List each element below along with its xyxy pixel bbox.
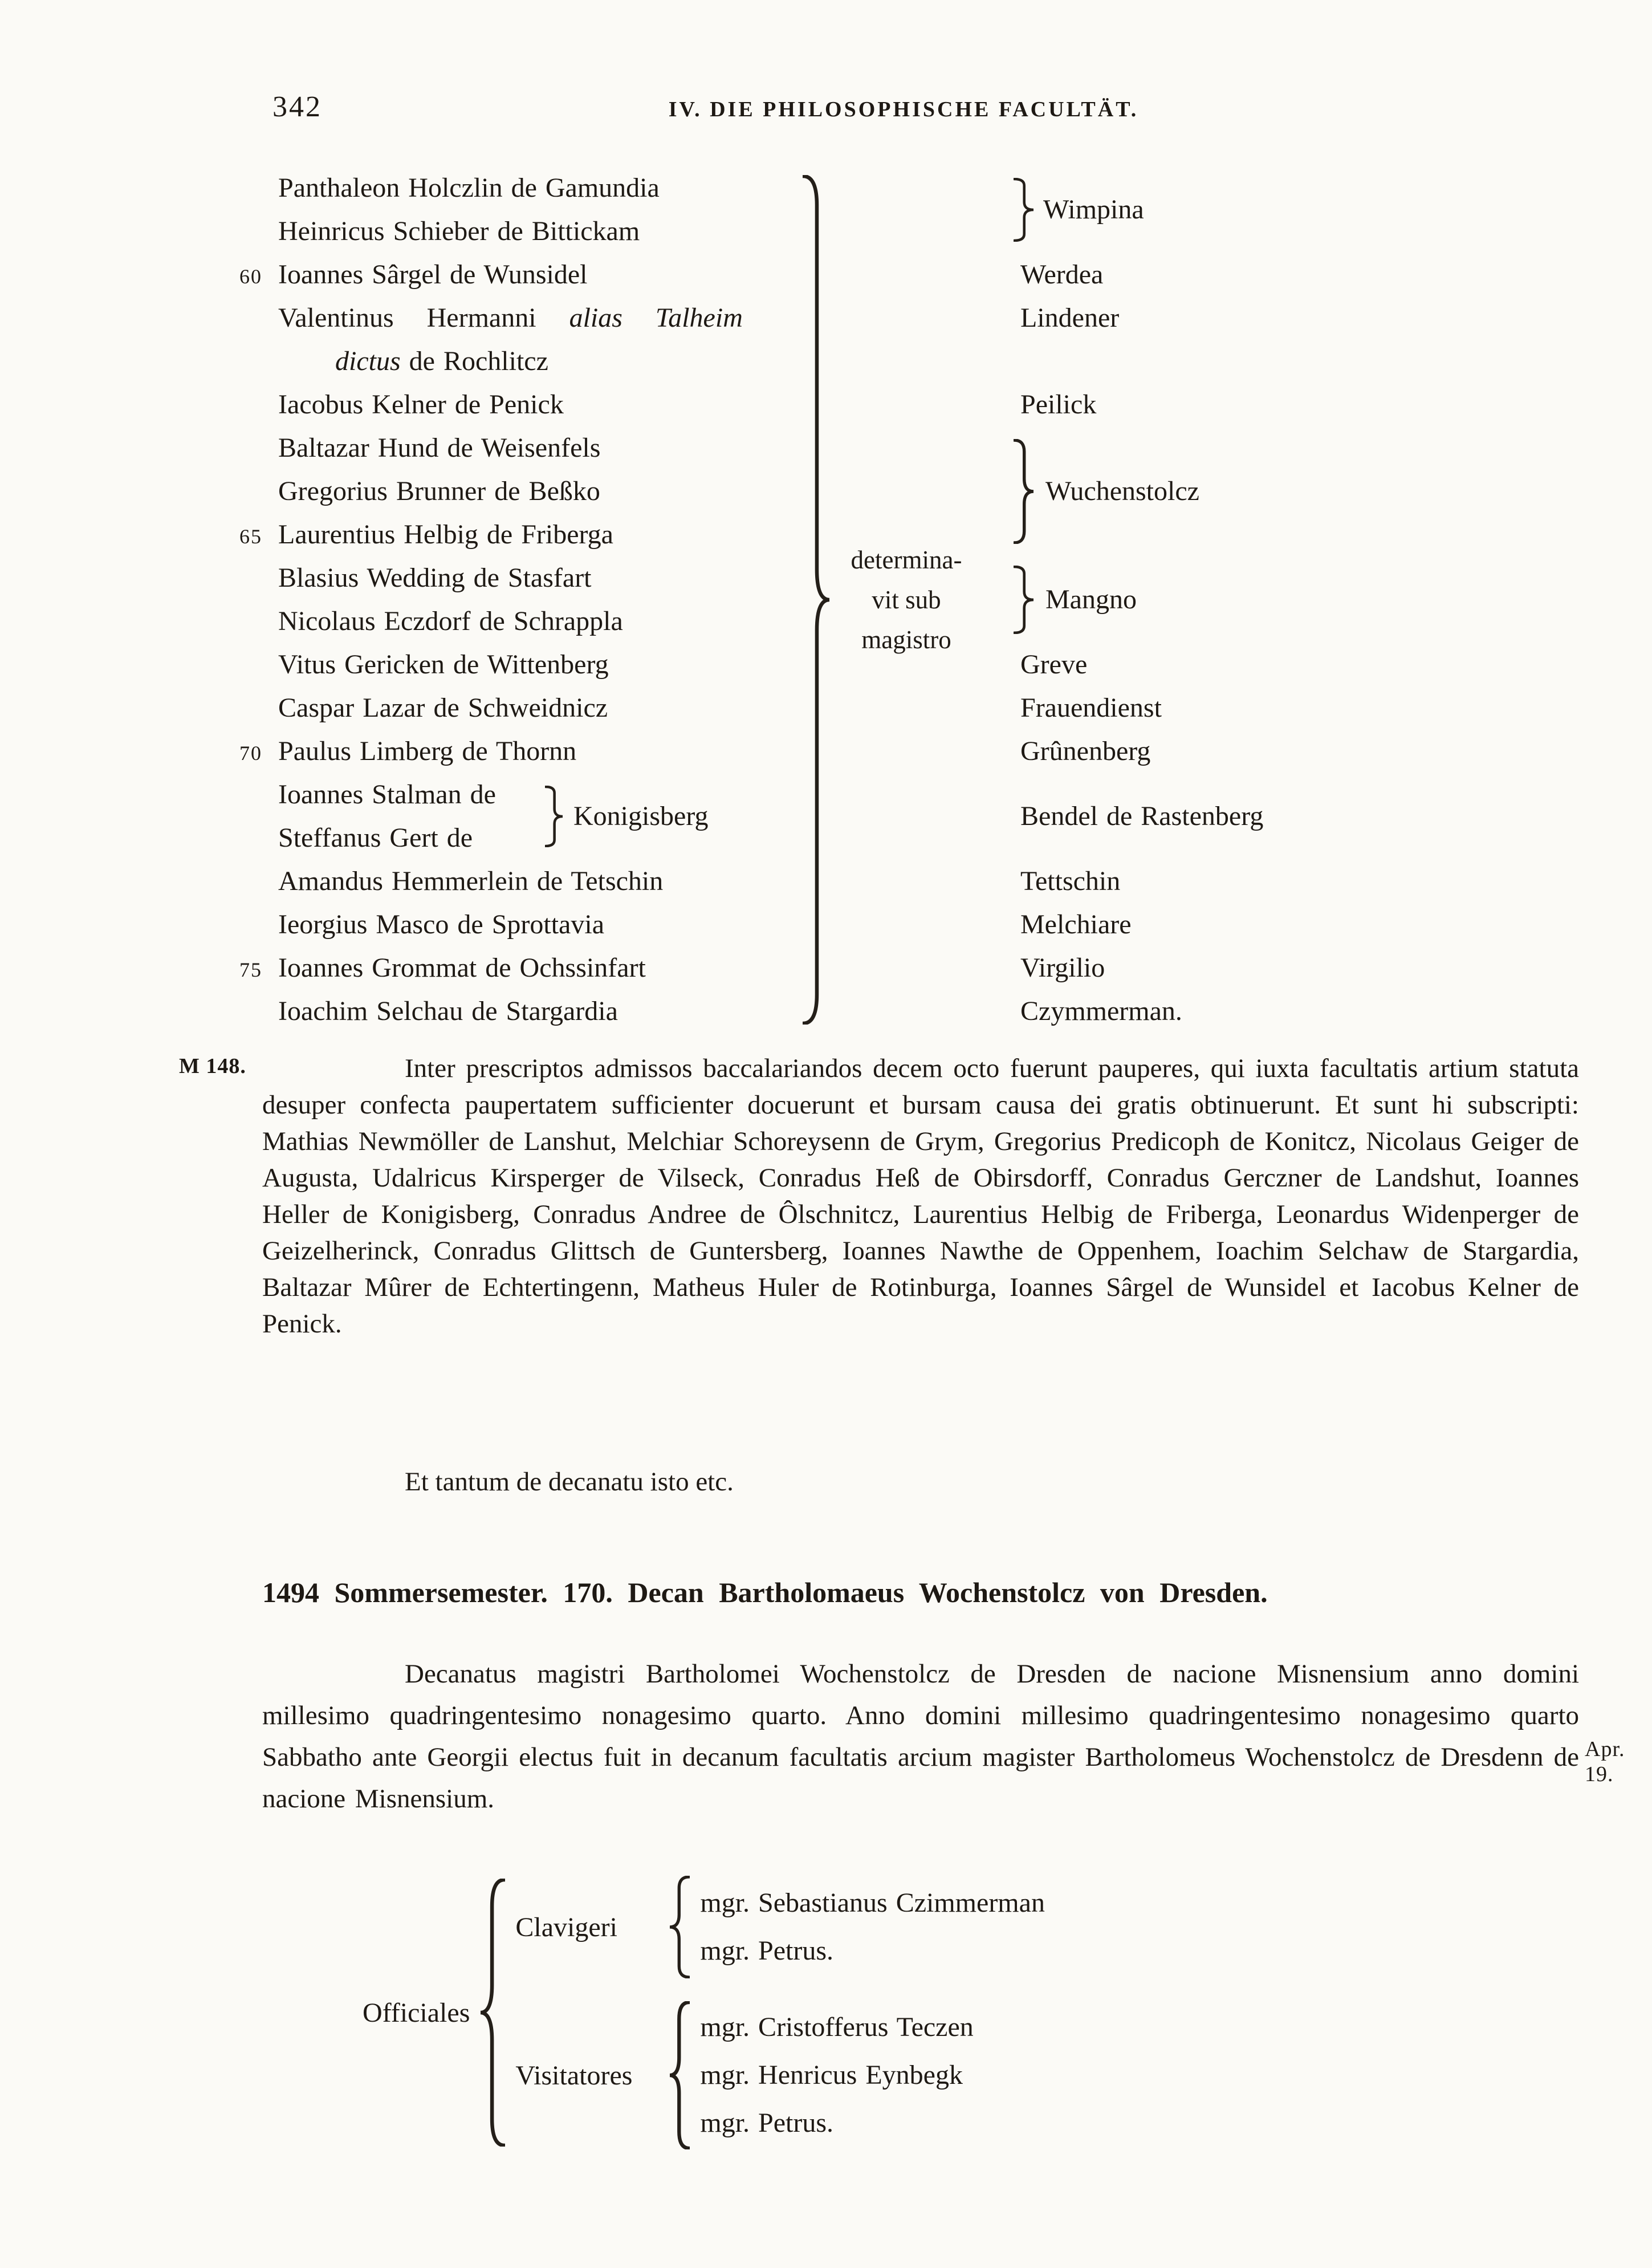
- examiner-tettschin: Tettschin: [1020, 866, 1121, 896]
- clavigeri-label: Clavigeri: [515, 1912, 617, 1942]
- register-row: [228, 816, 473, 860]
- register-row: [228, 513, 613, 556]
- official-member: mgr. Petrus.: [700, 1936, 834, 1966]
- register-row: [228, 643, 609, 686]
- candidate-name: Gregorius Brunner de Beßko: [278, 476, 600, 506]
- clavigeri-group: [515, 1876, 1045, 1978]
- visitatores-label: Visitatores: [515, 2060, 633, 2091]
- register-row: [228, 730, 576, 773]
- determination-label: determina- vit sub magistro: [851, 546, 962, 654]
- candidate-name: Ioannes Stalman de: [278, 779, 496, 810]
- examiner-wimpina: Wimpina: [1043, 194, 1144, 225]
- wuchenstolcz-brace: [1014, 439, 1034, 544]
- examiner-peilick: Peilick: [1020, 389, 1097, 420]
- register-row: [228, 860, 663, 903]
- officiales-block: [363, 1876, 1045, 2149]
- register-row: [228, 686, 608, 730]
- official-member: mgr. Sebastianus Czimmerman: [700, 1888, 1045, 1918]
- candidate-name: Steffanus Gert de: [278, 823, 473, 853]
- section-heading: 1494 Sommersemester. 170. Decan Bartholomaeus Wochenstolcz von Dresden.: [262, 1576, 1268, 1608]
- candidate-name: Panthaleon Holczlin de Gamundia: [278, 173, 660, 203]
- examiner-mangno: Mangno: [1045, 584, 1137, 615]
- register-row: [228, 383, 564, 426]
- register-row: [228, 556, 592, 600]
- closing-line: Et tantum de decanatu isto etc.: [405, 1467, 734, 1497]
- candidate-name: Vitus Gericken de Wittenberg: [278, 649, 609, 680]
- candidate-name: Ioannes Sârgel de Wunsidel: [278, 259, 588, 290]
- visitatores-brace: [669, 2001, 690, 2149]
- officiales-brace: [480, 1879, 505, 2147]
- examiner-wuchenstolcz: Wuchenstolcz: [1045, 476, 1199, 506]
- konigisberg-label: Konigisberg: [573, 801, 709, 831]
- register-row: [228, 773, 496, 816]
- determination-register: [228, 166, 1630, 1033]
- running-header: IV. DIE PHILOSOPHISCHE FACULTÄT.: [668, 97, 1139, 121]
- row-number: 75: [239, 958, 262, 981]
- pauperes-paragraph: Inter prescriptos admissos baccalariandos decem octo fuerunt pauperes, qui iuxta facultatis artium statuta desuper confecta paupertatem sufficienter docuerunt et bursam causa dei gratis obtinuerunt. Et sunt hi subscripti: Mathias Newmöller de Lanshut, Melchiar Schoreysenn de Grym, Gregorius Predicoph de Konitcz, Nicolaus Geiger de Augusta, Udalricus Kirsperger de Vilseck, Conradus Heß de Obirsdorff, Conradus Gerczner de Landshut, Ioannes Heller de Konigisberg, Conradus Andree de Ôlschnitcz, Laurentius Helbig de Friberga, Leonardus Widenperger de Geizelherinck, Conradus Glittsch de Guntersberg, Ioannes Nawthe de Oppenhem, Ioachim Selchaw de Stargardia, Baltazar Mûrer de Echtertingenn, Matheus Huler de Rotinburga, Ioannes Sârgel de Wunsidel et Iacobus Kelner de Penick.: [262, 1054, 1579, 1339]
- candidate-name: Laurentius Helbig de Friberga: [278, 519, 613, 550]
- candidate-name: Paulus Limberg de Thornn: [278, 736, 577, 766]
- margin-note-apr19: Apr. 19.: [1585, 1737, 1625, 1786]
- konigisberg-brace: [545, 786, 563, 847]
- wimpina-brace: [1014, 178, 1034, 242]
- page-number: 342: [272, 91, 322, 123]
- register-row: [228, 470, 600, 513]
- examiner-grunenberg: Grûnenberg: [1020, 736, 1151, 766]
- candidate-name: Iacobus Kelner de Penick: [278, 389, 564, 420]
- officiales-label: Officiales: [363, 1997, 470, 2028]
- candidate-name: Baltazar Hund de Weisenfels: [278, 433, 601, 463]
- candidate-name: Ioachim Selchau de Stargardia: [278, 996, 618, 1026]
- register-row: [228, 946, 646, 990]
- row-number: 65: [239, 525, 262, 548]
- candidate-name: Valentinus Hermanni alias Talheim: [278, 303, 743, 333]
- candidate-name: Ioannes Grommat de Ochssinfart: [278, 953, 646, 983]
- examiner-frauendienst: Frauendienst: [1020, 693, 1162, 723]
- official-member: mgr. Petrus.: [700, 2108, 834, 2138]
- examiner-greve: Greve: [1020, 649, 1088, 680]
- candidate-name: Heinricus Schieber de Bittickam: [278, 216, 640, 246]
- candidate-name: Amandus Hemmerlein de Tetschin: [278, 866, 664, 896]
- register-row: [228, 296, 743, 340]
- examiner-lindener: Lindener: [1020, 303, 1120, 333]
- margin-note-m148: M 148.: [179, 1054, 246, 1078]
- register-row: [228, 340, 548, 383]
- register-row: [228, 166, 660, 210]
- candidate-name: Blasius Wedding de Stasfart: [278, 563, 592, 593]
- mangno-brace: [1014, 566, 1034, 634]
- row-number: 60: [239, 265, 262, 288]
- candidate-name: Nicolaus Eczdorf de Schrappla: [278, 606, 623, 636]
- determination-brace: [803, 175, 830, 1025]
- row-number: 70: [239, 742, 262, 765]
- register-row: [228, 600, 623, 643]
- official-member: mgr. Henricus Eynbegk: [700, 2060, 963, 2090]
- register-row: [228, 210, 640, 253]
- decanatus-paragraph: Decanatus magistri Bartholomei Wochenstolcz de Dresden de nacione Misnensium anno domini millesimo quadringentesimo nonagesimo quarto. Anno domini millesimo quadringentesimo nonagesimo quarto Sabbatho ante Georgii electus fuit in decanum facultatis arcium magister Bartholomeus Wochenstolcz de Dresdenn de nacione Misnensium.: [262, 1659, 1579, 1814]
- visitatores-group: [515, 2001, 1045, 2149]
- examiner-werdea: Werdea: [1020, 259, 1104, 290]
- examiner-melchiare: Melchiare: [1020, 909, 1132, 940]
- candidate-name: Ieorgius Masco de Sprottavia: [278, 909, 604, 940]
- examiner-czymmerman: Czymmerman.: [1020, 996, 1182, 1026]
- register-row: [228, 426, 600, 470]
- examiner-bendel: Bendel de Rastenberg: [1020, 801, 1264, 831]
- register-row: [228, 990, 618, 1033]
- register-row: [228, 253, 588, 296]
- official-member: mgr. Cristofferus Teczen: [700, 2012, 974, 2042]
- candidate-name: dictus de Rochlitcz: [335, 346, 548, 376]
- clavigeri-brace: [669, 1876, 690, 1978]
- candidate-name: Caspar Lazar de Schweidnicz: [278, 693, 608, 723]
- examiner-virgilio: Virgilio: [1020, 953, 1105, 983]
- register-row: [228, 903, 604, 946]
